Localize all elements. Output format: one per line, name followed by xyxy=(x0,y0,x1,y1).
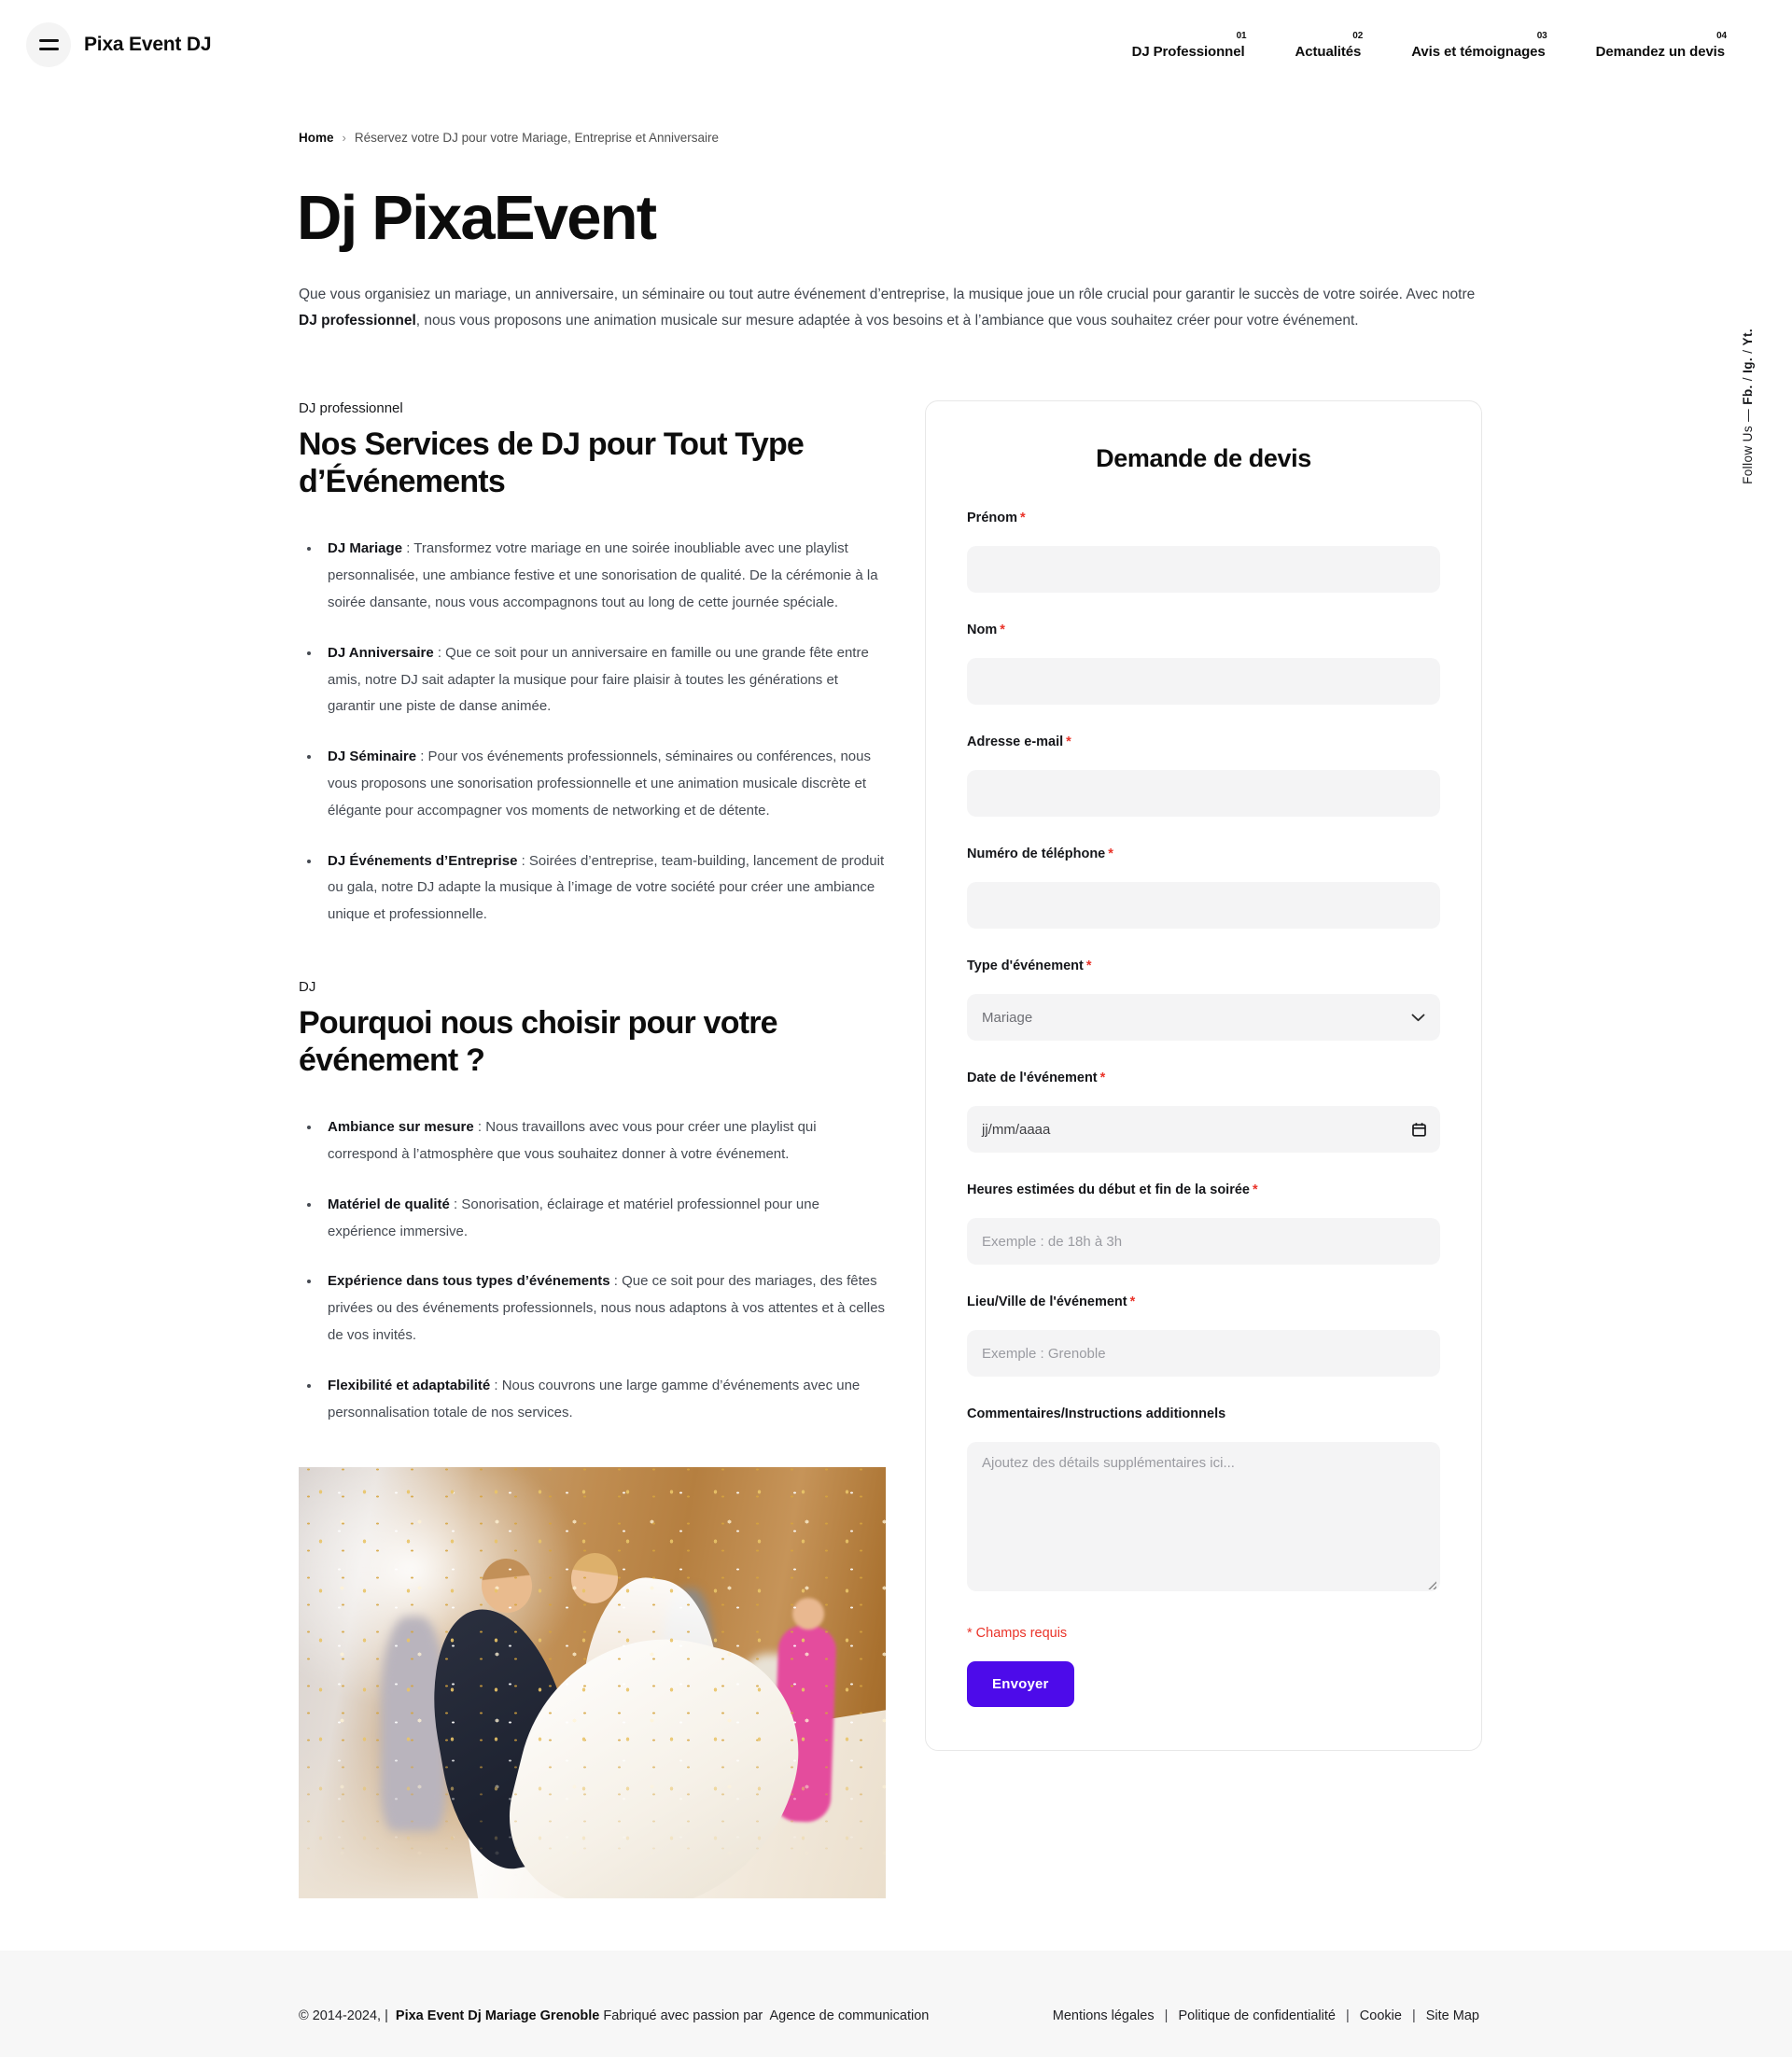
field-email xyxy=(967,735,1440,817)
label-text: Nom xyxy=(967,623,998,638)
nav-avis-temoignages[interactable] xyxy=(1411,31,1545,60)
nav-label: Avis et témoignages xyxy=(1411,43,1546,60)
follow-separator: / xyxy=(1741,349,1755,354)
agency-link[interactable]: Agence de communication xyxy=(769,2008,930,2023)
footer-made-text: Fabriqué avec passion par xyxy=(603,2008,763,2023)
nav-index: 01 xyxy=(1236,30,1247,41)
cookie-link[interactable]: Cookie xyxy=(1359,2008,1402,2023)
item-lead: DJ Séminaire xyxy=(328,749,417,765)
copyright-text: © 2014-2024, | xyxy=(299,2008,388,2023)
list-item xyxy=(321,536,886,616)
nav-demandez-devis[interactable] xyxy=(1596,31,1725,60)
mentions-legales-link[interactable]: Mentions légales xyxy=(1052,2008,1155,2023)
field-nom xyxy=(967,623,1440,705)
item-text: : Transformez votre mariage en une soirée inoubliable avec une playlist personnalisée, une ambiance festive et une sonorisation de qualité. De la cérémonie à la soirée dansante, nous vous accompagnons tout au long de cette journée spéciale. xyxy=(328,540,878,610)
why-list xyxy=(321,1114,886,1426)
services-eyebrow: DJ professionnel xyxy=(299,400,403,417)
services-list xyxy=(321,536,886,929)
field-label xyxy=(967,735,1440,749)
field-prenom xyxy=(967,511,1440,593)
item-text: : Soirées d’entreprise, team-building, lancement de produit ou gala, notre DJ adapte la musique à l’image de votre société pour créer une ambiance unique et professionnelle. xyxy=(328,852,885,923)
item-text: : Pour vos événements professionnels, séminaires ou conférences, nous vous proposons une sonorisation professionnelle et une animation musicale discrète et élégante pour accompagner vos moments de networking et de détente. xyxy=(328,749,871,819)
list-item xyxy=(321,640,886,721)
nom-input[interactable] xyxy=(967,658,1440,705)
item-lead: DJ Mariage xyxy=(328,540,403,557)
nav-actualites[interactable] xyxy=(1295,31,1362,60)
item-lead: Flexibilité et adaptabilité xyxy=(328,1377,491,1393)
follow-us-vertical xyxy=(1741,329,1755,484)
field-heures xyxy=(967,1182,1440,1265)
label-text: Commentaires/Instructions additionnels xyxy=(967,1406,1226,1422)
follow-label: Follow Us xyxy=(1741,426,1755,484)
item-text: : Que ce soit pour des mariages, des fêtes privées ou des événements professionnels, nous nous adaptons à vos attentes et à celles de vos invités. xyxy=(328,1273,886,1343)
field-label xyxy=(967,623,1440,637)
item-lead: Expérience dans tous types d’événements xyxy=(328,1273,610,1290)
item-lead: Matériel de qualité xyxy=(328,1196,450,1212)
list-item xyxy=(321,1373,886,1427)
list-item xyxy=(321,1114,886,1168)
item-lead: DJ Événements d’Entreprise xyxy=(328,852,518,869)
nav-index: 03 xyxy=(1536,30,1547,41)
required-asterisk: * xyxy=(1253,1182,1258,1198)
list-item xyxy=(321,848,886,929)
required-asterisk: * xyxy=(1108,847,1113,862)
field-label xyxy=(967,847,1440,861)
required-asterisk: * xyxy=(1000,623,1005,638)
required-asterisk: * xyxy=(1020,511,1026,526)
item-text: : Nous couvrons une large gamme d’événements avec une personnalisation totale de nos services. xyxy=(328,1377,861,1420)
hamburger-icon xyxy=(39,39,59,49)
field-type-evenement xyxy=(967,959,1440,1041)
wedding-photo xyxy=(299,1467,886,1898)
list-item xyxy=(321,1268,886,1349)
site-map-link[interactable]: Site Map xyxy=(1425,2008,1479,2023)
facebook-link[interactable]: Fb. xyxy=(1741,385,1755,405)
field-label xyxy=(967,1294,1440,1309)
item-lead: DJ Anniversaire xyxy=(328,644,434,661)
why-eyebrow: DJ xyxy=(299,978,316,995)
commentaires-textarea[interactable] xyxy=(967,1442,1440,1591)
label-text: Type d'événement xyxy=(967,959,1084,974)
required-asterisk: * xyxy=(1099,1070,1106,1086)
footer-separator: | xyxy=(1345,2008,1350,2023)
nav-dj-professionnel[interactable] xyxy=(1132,31,1245,60)
footer-separator: | xyxy=(1411,2008,1416,2023)
field-label xyxy=(967,959,1440,973)
breadcrumb-home-link[interactable]: Home xyxy=(299,131,334,145)
list-item xyxy=(321,1192,886,1246)
item-text: : Nous travaillons avec vous pour créer une playlist qui correspond à l’atmosphère que vous souhaitez donner à votre événement. xyxy=(328,1119,817,1162)
content-columns xyxy=(299,400,1493,1898)
footer-links xyxy=(1053,2008,1479,2023)
main-nav xyxy=(1132,31,1725,60)
telephone-input[interactable] xyxy=(967,882,1440,929)
follow-separator: / xyxy=(1741,377,1755,382)
field-label xyxy=(967,1070,1440,1085)
chevron-down-icon xyxy=(1411,1014,1425,1022)
left-column xyxy=(299,400,886,1898)
event-date-input[interactable] xyxy=(967,1106,1440,1153)
label-text: Date de l'événement xyxy=(967,1070,1098,1086)
nav-index: 04 xyxy=(1716,30,1727,41)
breadcrumb-current: Réservez votre DJ pour votre Mariage, Entreprise et Anniversaire xyxy=(354,131,720,145)
required-fields-note: * Champs requis xyxy=(967,1626,1068,1642)
footer xyxy=(0,1951,1792,2057)
item-text: : Sonorisation, éclairage et matériel professionnel pour une expérience immersive. xyxy=(328,1196,819,1239)
event-type-select[interactable] xyxy=(967,994,1440,1041)
field-label xyxy=(967,1182,1440,1197)
quote-form xyxy=(925,400,1482,1751)
heures-input[interactable] xyxy=(967,1218,1440,1265)
select-value: Mariage xyxy=(982,1009,1033,1026)
footer-separator: | xyxy=(1164,2008,1169,2023)
prenom-input[interactable] xyxy=(967,546,1440,593)
menu-button[interactable] xyxy=(26,22,71,67)
services-heading: Nos Services de DJ pour Tout Type d’Événements xyxy=(299,427,805,500)
lieu-input[interactable] xyxy=(967,1330,1440,1377)
intro-bold: DJ professionnel xyxy=(299,312,416,329)
field-label xyxy=(967,511,1440,525)
nav-label: Demandez un devis xyxy=(1595,43,1725,60)
field-date xyxy=(967,1070,1440,1153)
form-title: Demande de devis xyxy=(1096,444,1311,473)
footer-copyright xyxy=(299,2008,929,2023)
submit-button[interactable]: Envoyer xyxy=(967,1661,1074,1707)
required-asterisk: * xyxy=(1085,959,1092,974)
footer-brand: Pixa Event Dj Mariage Grenoble xyxy=(395,2008,600,2023)
why-section xyxy=(299,979,886,1426)
required-asterisk: * xyxy=(1129,1294,1136,1310)
date-value: jj/mm/aaaa xyxy=(982,1121,1051,1138)
nav-index: 02 xyxy=(1352,30,1364,41)
brand xyxy=(26,22,211,67)
field-commentaires xyxy=(967,1406,1440,1596)
breadcrumb-separator: › xyxy=(342,131,346,145)
intro-text: Que vous organisiez un mariage, un anniversaire, un séminaire ou tout autre événement d’entreprise, la musique joue un rôle crucial pour garantir le succès de votre soirée. Avec notre xyxy=(299,287,1476,302)
item-lead: Ambiance sur mesure xyxy=(328,1119,474,1136)
intro-text: , nous vous proposons une animation musicale sur mesure adaptée à vos besoins et à l’ambiance que vous souhaitez créer pour votre événement. xyxy=(415,312,1359,329)
field-lieu xyxy=(967,1294,1440,1377)
calendar-icon xyxy=(1411,1122,1427,1138)
why-heading: Pourquoi nous choisir pour votre événement ? xyxy=(299,1004,777,1079)
label-text: Prénom xyxy=(967,511,1017,526)
politique-confidentialite-link[interactable]: Politique de confidentialité xyxy=(1178,2008,1336,2023)
follow-dash: — xyxy=(1741,408,1755,422)
list-item xyxy=(321,744,886,824)
textarea-wrap xyxy=(967,1442,1440,1596)
field-label xyxy=(967,1406,1440,1421)
page-title: Dj PixaEvent xyxy=(297,183,656,253)
label-text: Adresse e-mail xyxy=(967,735,1064,750)
photo-confetti-overlay xyxy=(299,1467,886,1898)
label-text: Lieu/Ville de l'événement xyxy=(967,1294,1127,1310)
nav-label: Actualités xyxy=(1295,43,1362,60)
email-input[interactable] xyxy=(967,770,1440,817)
label-text: Heures estimées du début et fin de la soirée xyxy=(967,1182,1250,1198)
item-text: : Que ce soit pour un anniversaire en famille ou une grande fête entre amis, notre DJ sait adapter la musique pour faire plaisir à toutes les générations et garantir une piste de danse animée. xyxy=(328,644,869,715)
label-text: Numéro de téléphone xyxy=(967,847,1106,862)
site-logo[interactable]: Pixa Event DJ xyxy=(84,34,212,55)
intro-paragraph xyxy=(299,282,1482,333)
required-asterisk: * xyxy=(1066,735,1071,750)
breadcrumb xyxy=(299,131,1493,145)
nav-label: DJ Professionnel xyxy=(1131,43,1245,60)
youtube-link[interactable]: Yt. xyxy=(1741,329,1755,346)
field-telephone xyxy=(967,847,1440,929)
header xyxy=(0,0,1792,90)
instagram-link[interactable]: Ig. xyxy=(1741,357,1755,373)
